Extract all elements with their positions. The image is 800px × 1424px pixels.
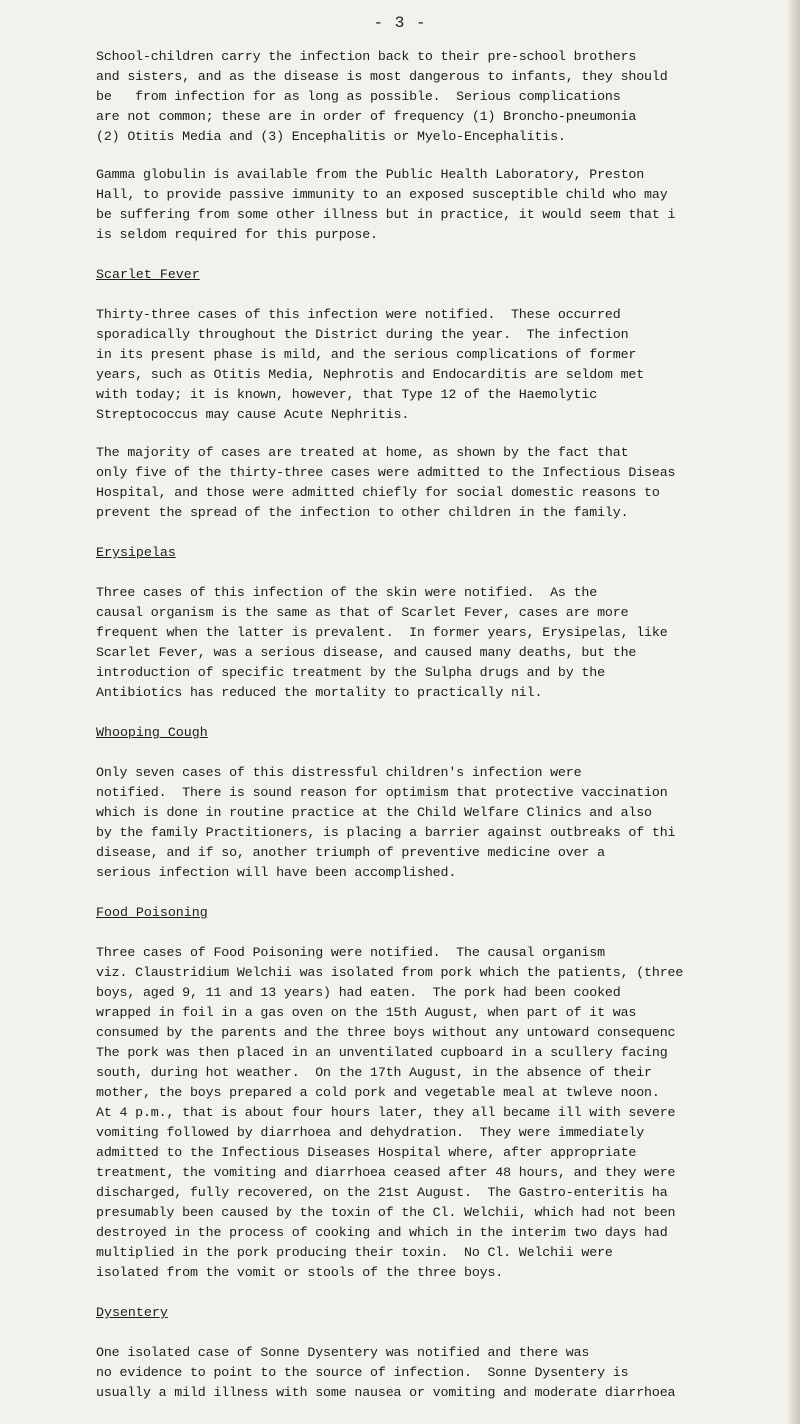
page-edge-shadow [786, 0, 800, 1424]
intro-paragraph-1: School-children carry the infection back to their pre-school brothers and sisters, and as the disease is most dangerous to infants, they should be from infection for as long as possible. Serious complications are not common; these are in order of frequency (1) Broncho-pneumonia (2) Otitis Media and (3) Encephalitis or Myelo-Encephalitis. [96, 49, 668, 144]
dysentery-heading: Dysentery [96, 1305, 168, 1320]
food-poisoning-heading: Food Poisoning [96, 905, 208, 920]
food-poisoning-paragraph: Three cases of Food Poisoning were notified. The causal organism viz. Claustridium Welchii was isolated from pork which the patients, (three boys, aged 9, 11 and 13 years) had eaten. The pork had been cooked wrapped in foil in a gas oven on the 15th August, when part of it was consumed by the parents and the three boys without any untoward consequenc The pork was then placed in an unventilated cupboard in a scullery facing south, during hot weather. On the 17th August, in the absence of their mother, the boys prepared a cold pork and vegetable meal at twleve noon. At 4 p.m., that is about four hours later, they all became ill with severe vomiting followed by diarrhoea and dehydration. They were immediately admitted to the Infectious Diseases Hospital where, after appropriate treatment, the vomiting and diarrhoea ceased after 48 hours, and they were discharged, fully recovered, on the 21st August. The Gastro-enteritis ha presumably been caused by the toxin of the Cl. Welchii, which had not been destroyed in the process of cooking and which in the interim two days had multiplied in the pork producing their toxin. No Cl. Welchii were isolated from the vomit or stools of the three boys. [96, 945, 684, 1280]
intro-paragraph-2: Gamma globulin is available from the Public Health Laboratory, Preston Hall, to provide passive immunity to an exposed susceptible child who may be suffering from some other illness but in practice, it would seem that i is seldom required for this purpose. [96, 167, 676, 242]
page-number: - 3 - [373, 14, 427, 32]
erysipelas-paragraph: Three cases of this infection of the skin were notified. As the causal organism is the same as that of Scarlet Fever, cases are more frequent when the latter is prevalent. In former years, Erysipelas, like Scarlet Fever, was a serious disease, and caused many deaths, but the introduction of specific treatment by the Sulpha drugs and by the Antibiotics has reduced the mortality to practically nil. [96, 585, 668, 700]
page-body [96, 47, 786, 1403]
whooping-cough-heading: Whooping Cough [96, 725, 208, 740]
scarlet-fever-paragraph-2: The majority of cases are treated at home, as shown by the fact that only five of the thirty-three cases were admitted to the Infectious Diseas Hospital, and those were admitted chiefly for social domestic reasons to prevent the spread of the infection to other children in the family. [96, 445, 676, 520]
dysentery-paragraph: One isolated case of Sonne Dysentery was notified and there was no evidence to point to the source of infection. Sonne Dysentery is usually a mild illness with some nausea or vomiting and moderate diarrhoea [96, 1345, 676, 1400]
scarlet-fever-paragraph-1: Thirty-three cases of this infection were notified. These occurred sporadically throughout the District during the year. The infection in its present phase is mild, and the serious complications of former years, such as Otitis Media, Nephrotis and Endocarditis are seldom met with today; it is known, however, that Type 12 of the Haemolytic Streptococcus may cause Acute Nephritis. [96, 307, 645, 422]
whooping-cough-paragraph: Only seven cases of this distressful children's infection were notified. There is sound reason for optimism that protective vaccination which is done in routine practice at the Child Welfare Clinics and also by the family Practitioners, is placing a barrier against outbreaks of thi disease, and if so, another triumph of preventive medicine over a serious infection will have been accomplished. [96, 765, 676, 880]
erysipelas-heading: Erysipelas [96, 545, 176, 560]
scarlet-fever-heading: Scarlet Fever [96, 267, 200, 282]
